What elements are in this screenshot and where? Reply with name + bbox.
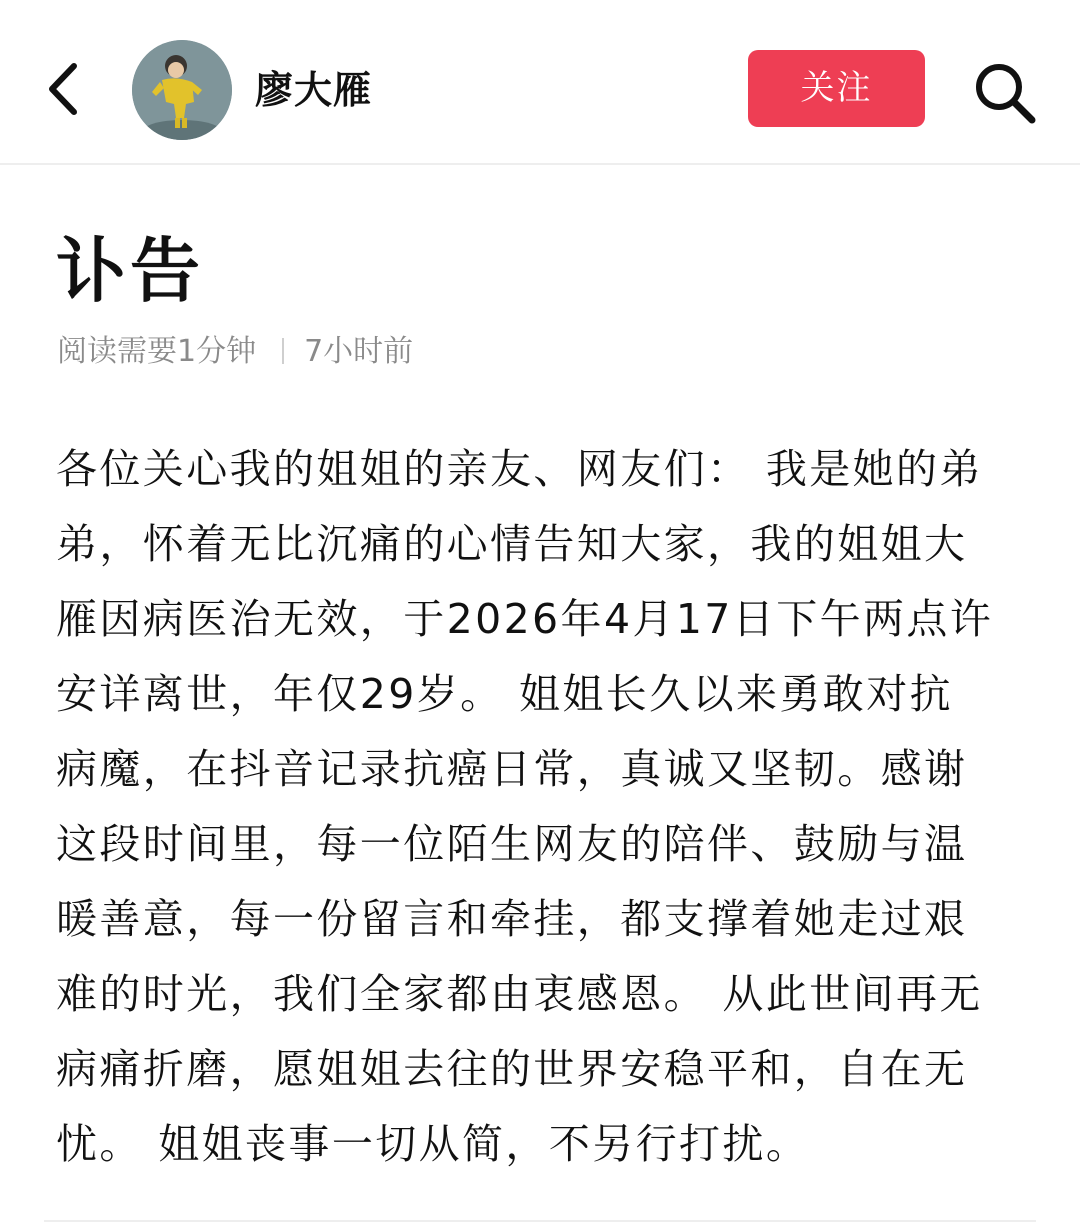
body-line: 这段时间里，每一位陌生网友的陪伴、鼓励与温 xyxy=(56,820,968,868)
post-time: 7小时前 xyxy=(304,334,414,369)
divider xyxy=(44,1220,1036,1222)
body-line: 难的时光，我们全家都由衷感恩。 从此世间再无 xyxy=(56,970,983,1018)
author-name[interactable]: 廖大雁 xyxy=(255,68,373,112)
search-button[interactable] xyxy=(972,60,1038,126)
article-body xyxy=(56,432,1026,1182)
avatar-image xyxy=(132,40,232,140)
read-time: 阅读需要1分钟 xyxy=(57,334,257,369)
top-nav-bar xyxy=(0,0,1080,165)
search-icon xyxy=(972,60,1038,126)
meta-divider xyxy=(282,338,284,364)
body-line: 暖善意，每一份留言和牵挂，都支撑着她走过艰 xyxy=(56,895,968,943)
avatar[interactable] xyxy=(132,40,232,140)
body-line: 弟，怀着无比沉痛的心情告知大家，我的姐姐大 xyxy=(56,520,968,568)
body-line: 各位关心我的姐姐的亲友、网友们： 我是她的弟 xyxy=(56,445,983,493)
chevron-left-icon xyxy=(38,58,94,120)
body-line: 病痛折磨，愿姐姐去往的世界安稳平和，自在无 xyxy=(56,1045,968,1093)
follow-button[interactable]: 关注 xyxy=(748,50,925,127)
article-title: 讣告 xyxy=(56,230,204,312)
body-line: 安详离世，年仅29岁。 姐姐长久以来勇敢对抗 xyxy=(56,670,954,718)
body-line: 雁因病医治无效，于2026年4月17日下午两点许 xyxy=(56,595,994,643)
back-button[interactable] xyxy=(38,58,94,120)
body-line: 忧。 姐姐丧事一切从简，不另行打扰。 xyxy=(56,1120,810,1168)
body-line: 病魔，在抖音记录抗癌日常，真诚又坚韧。感谢 xyxy=(56,745,968,793)
article-meta xyxy=(57,330,413,374)
